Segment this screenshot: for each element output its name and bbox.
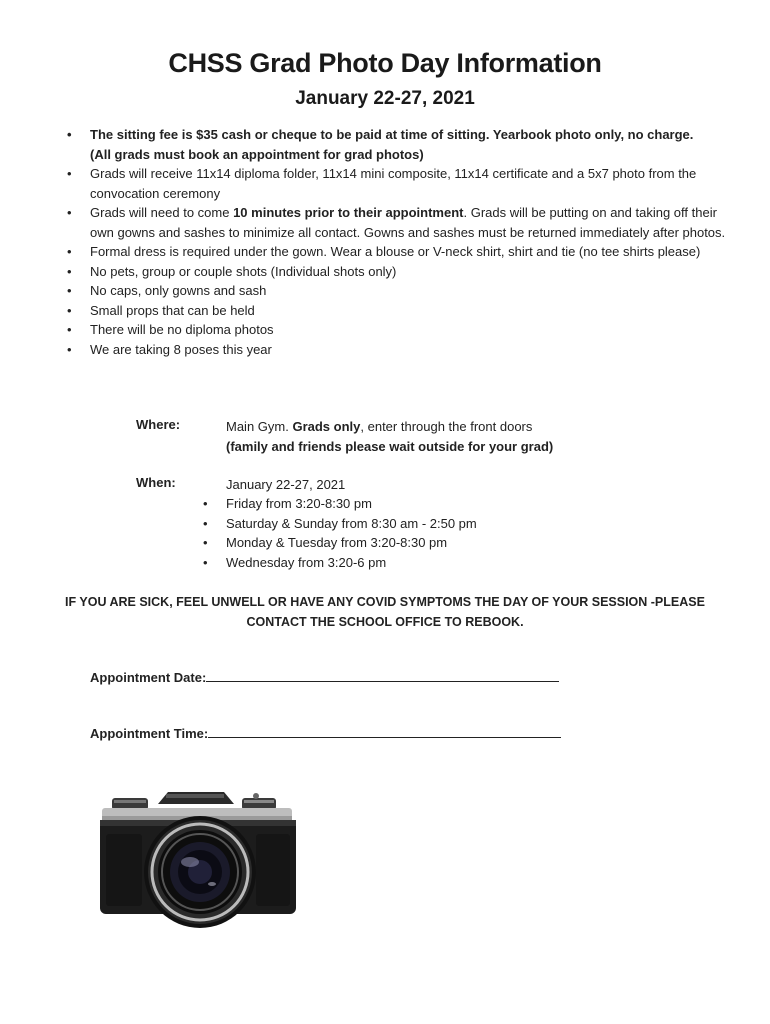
warning-line-2: CONTACT THE SCHOOL OFFICE TO REBOOK.	[246, 614, 524, 629]
where-note: (family and friends please wait outside for your grad)	[226, 438, 554, 454]
time-item-wednesday: • Wednesday from 3:20-6 pm	[200, 553, 477, 573]
appointment-date-line[interactable]	[206, 668, 559, 682]
time-item-mon-tue: • Monday & Tuesday from 3:20-8:30 pm	[200, 533, 477, 553]
info-list	[64, 125, 729, 359]
appointment-date-field[interactable]	[90, 668, 559, 685]
when-dates: January 22-27, 2021	[226, 477, 346, 492]
appointment-time-label: Appointment Time:	[90, 726, 209, 741]
where-details	[226, 417, 646, 456]
appointment-time-field[interactable]	[90, 724, 561, 741]
list-item-props: • Small props that can be held	[64, 301, 729, 321]
list-item-poses: • We are taking 8 poses this year	[64, 340, 729, 360]
fee-note: (All grads must book an appointment for grad photos)	[90, 146, 424, 162]
page-title: CHSS Grad Photo Day Information	[168, 48, 602, 78]
list-item-arrive	[64, 203, 729, 242]
arrive-bold: 10 minutes prior to their appointment	[233, 205, 464, 220]
where-label: Where:	[136, 417, 181, 432]
appointment-time-line[interactable]	[208, 724, 561, 738]
list-item-pets: • No pets, group or couple shots (Individual shots only)	[64, 262, 729, 282]
where-bold: Grads only	[292, 419, 361, 434]
fee-text: The sitting fee is $35 cash or cheque to be paid at time of sitting. Yearbook photo only, no charge.	[90, 127, 694, 142]
list-item-diploma: • There will be no diploma photos	[64, 320, 729, 340]
where-post: , enter through the front doors	[360, 419, 533, 434]
arrive-post: . Grads will be putting on and taking off their own gowns and sashes to minimize all contact. Gowns and sashes must be returned immediately after photos.	[90, 205, 726, 240]
covid-warning	[40, 593, 730, 632]
list-item-receive: • Grads will receive 11x14 diploma folder, 11x14 mini composite, 11x14 certificate and a 5x7 photo from the convocation ceremony	[64, 164, 729, 203]
when-times-list	[200, 494, 477, 573]
appointment-date-label: Appointment Date:	[90, 670, 207, 685]
camera-icon	[96, 790, 306, 940]
list-item-caps: • No caps, only gowns and sash	[64, 281, 729, 301]
time-item-weekend: • Saturday & Sunday from 8:30 am - 2:50 pm	[200, 514, 477, 534]
arrive-pre: Grads will need to come	[90, 205, 234, 220]
when-label: When:	[136, 475, 176, 490]
list-item-fee	[64, 125, 729, 164]
page-subtitle: January 22-27, 2021	[295, 88, 475, 109]
list-item-dress: • Formal dress is required under the gown. Wear a blouse or V-neck shirt, shirt and tie (no tee shirts please)	[64, 242, 729, 262]
warning-line-1: IF YOU ARE SICK, FEEL UNWELL OR HAVE ANY COVID SYMPTOMS THE DAY OF YOUR SESSION -PLEASE	[65, 595, 705, 609]
where-pre: Main Gym.	[226, 419, 293, 434]
time-item-friday: • Friday from 3:20-8:30 pm	[200, 494, 477, 514]
